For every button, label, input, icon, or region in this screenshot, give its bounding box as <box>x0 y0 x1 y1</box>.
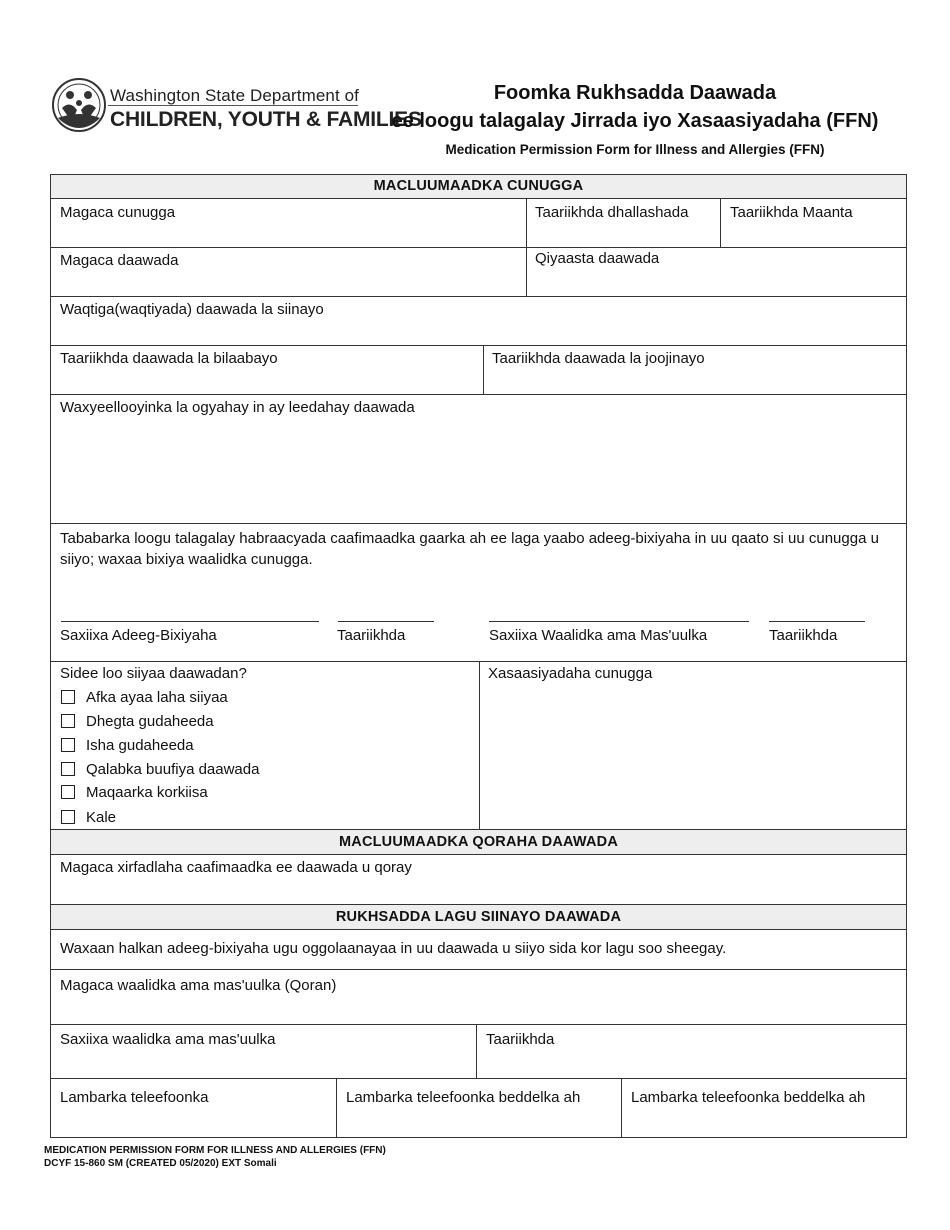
option-inhaler-label: Qalabka buufiya daawada <box>86 761 260 778</box>
provider-signature-label: Saxiixa Adeeg-Bixiyaha <box>60 627 217 644</box>
option-eye-checkbox[interactable] <box>61 738 75 752</box>
end-date-field[interactable]: Taariikhda daawada la joojinayo <box>492 350 705 367</box>
medication-permission-form <box>50 174 907 1138</box>
prescriber-name-field[interactable]: Magaca xirfadlaha caafimaadka ee daawada u qoray <box>60 859 412 876</box>
medication-name-field[interactable]: Magaca daawada <box>60 252 179 269</box>
birth-date-field[interactable]: Taariikhda dhallashada <box>535 204 689 221</box>
logo-department: Washington State Department of <box>110 86 360 105</box>
form-subtitle: Medication Permission Form for Illness and Allergies (FFN) <box>445 142 825 157</box>
dosage-field[interactable]: Qiyaasta daawada <box>535 250 660 267</box>
alt-phone-field-2[interactable]: Lambarka teleefoonka beddelka ah <box>631 1089 866 1106</box>
option-inhaler-checkbox[interactable] <box>61 762 75 776</box>
logo-agency: CHILDREN, YOUTH & FAMILIES <box>110 108 422 131</box>
guardian-signature-field[interactable]: Saxiixa waalidka ama mas'uulka <box>60 1031 276 1048</box>
option-ear-label: Dhegta gudaheeda <box>86 713 214 730</box>
alt-phone-field-1[interactable]: Lambarka teleefoonka beddelka ah <box>346 1089 581 1106</box>
option-ear-checkbox[interactable] <box>61 714 75 728</box>
training-statement: Tababarka loogu talagalay habraacyada caafimaadka gaarka ah ee laga yaabo adeeg-bixiyaha in uu qaato si uu cunugga u siiyo; waxaa bixiya waalidka cunugga. <box>60 530 879 568</box>
section-heading-prescriber: MACLUUMAADKA QORAHA DAAWADA <box>51 830 906 854</box>
section-heading-permission: RUKHSADDA LAGU SIINAYO DAAWADA <box>51 905 906 929</box>
child-name-field[interactable]: Magaca cunugga <box>60 204 176 221</box>
times-given-field[interactable]: Waqtiga(waqtiyada) daawada la siinayo <box>60 301 324 318</box>
option-skin-checkbox[interactable] <box>61 785 75 799</box>
today-date-field[interactable]: Taariikhda Maanta <box>730 204 853 221</box>
provider-date-label: Taariikhda <box>337 627 406 644</box>
authorization-statement: Waxaan halkan adeeg-bixiyaha ugu oggolaanayaa in uu daawada u siiyo sida kor lagu soo sheegay. <box>60 940 727 957</box>
parent-signature-label: Saxiixa Waalidka ama Mas'uulka <box>489 627 708 644</box>
phone-field[interactable]: Lambarka teleefoonka <box>60 1089 209 1106</box>
option-other-label: Kale <box>86 809 117 826</box>
provider-signature-line[interactable] <box>61 621 319 622</box>
parent-date-label: Taariikhda <box>769 627 838 644</box>
section-heading-child-info: MACLUUMAADKA CUNUGGA <box>51 175 906 198</box>
start-date-field[interactable]: Taariikhda daawada la bilaabayo <box>60 350 278 367</box>
form-title: Foomka Rukhsadda Daawada <box>493 82 777 104</box>
option-other-checkbox[interactable] <box>61 810 75 824</box>
guardian-name-field[interactable]: Magaca waalidka ama mas'uulka (Qoran) <box>60 977 337 994</box>
parent-signature-line[interactable] <box>489 621 749 622</box>
form-title-line2: ee loogu talagalay Jirrada iyo Xasaasiyadaha (FFN) <box>391 110 879 132</box>
allergies-field[interactable]: Xasaasiyadaha cunugga <box>488 665 653 682</box>
option-skin-label: Maqaarka korkiisa <box>86 784 208 801</box>
side-effects-field[interactable]: Waxyeellooyinka la ogyahay in ay leedahay daawada <box>60 399 415 416</box>
parent-date-line[interactable] <box>769 621 865 622</box>
option-eye-label: Isha gudaheeda <box>86 737 194 754</box>
footer-form-name: MEDICATION PERMISSION FORM FOR ILLNESS AND ALLERGIES (FFN) <box>44 1145 386 1156</box>
provider-date-line[interactable] <box>338 621 434 622</box>
option-oral-checkbox[interactable] <box>61 690 75 704</box>
how-given-question: Sidee loo siiyaa daawadan? <box>60 665 247 682</box>
signature-date-field[interactable]: Taariikhda <box>486 1031 555 1048</box>
footer-form-number: DCYF 15-860 SM (CREATED 05/2020) EXT Somali <box>44 1158 277 1169</box>
option-oral-label: Afka ayaa laha siiyaa <box>86 689 228 706</box>
